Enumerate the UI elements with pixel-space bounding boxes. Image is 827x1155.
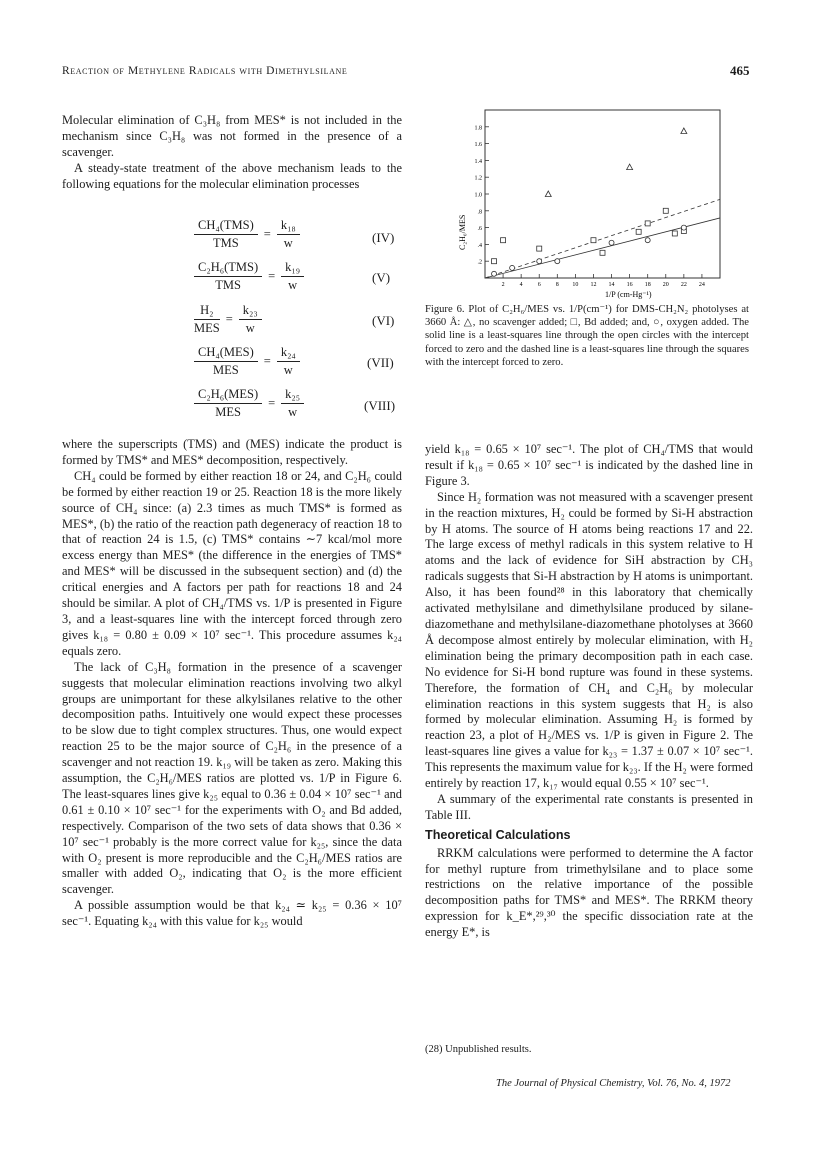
y-tick-label: .4 — [477, 242, 482, 249]
square-point — [663, 208, 668, 213]
square-point — [501, 238, 506, 243]
paragraph: Molecular elimination of C₃H₈ from MES* is not included in the mechanism since C₃H₈ was not formed in the presence of a scavenger. — [62, 113, 402, 159]
circle-point — [555, 259, 560, 264]
x-axis-label: 1/P (cm-Hg⁻¹) — [605, 290, 652, 299]
figure-6-chart — [455, 100, 755, 300]
circle-point — [645, 238, 650, 243]
x-tick-label: 20 — [662, 282, 669, 288]
x-tick-label: 22 — [680, 282, 687, 288]
equation-label: (VIII) — [364, 398, 396, 413]
journal-footer: The Journal of Physical Chemistry, Vol. 76, No. 4, 1972 — [496, 1078, 731, 1089]
right-column — [425, 442, 753, 941]
y-tick-label: 1.8 — [474, 125, 482, 132]
triangle-point — [681, 128, 687, 134]
dashed-fit-line — [485, 199, 720, 278]
paragraph: RRKM calculations were performed to determine the A factor for methyl rupture from trimethylsilane and to place some restrictions on the relative importance of the possible decomposition paths for TMS* and MES*. The RRKM theory expression for k_E*,²⁹,³⁰ the specific dissociation rate at the energy E*, is — [425, 845, 753, 940]
square-point — [645, 221, 650, 226]
paragraph: where the superscripts (TMS) and (MES) indicate the product is formed by TMS* and MES* decomposition, respectively. — [62, 437, 402, 467]
y-axis-label: C₂H₆/MES — [458, 214, 467, 250]
equation-v: $\frac{\text{C₂H₆(TMS)}}{\text{TMS}}$ = $\frac{\text{k₁₉}}{w}$ — [194, 260, 304, 293]
square-point — [600, 250, 605, 255]
equation-label: (VII) — [367, 355, 394, 370]
circle-point — [681, 225, 686, 230]
x-tick-label: 6 — [537, 282, 541, 288]
y-tick-label: 1.6 — [474, 142, 482, 149]
running-head: Reaction of Methylene Radicals with Dimethylsilane — [62, 65, 348, 77]
paragraph: A steady-state treatment of the above mechanism leads to the following equations for the molecular elimination processes — [62, 160, 402, 191]
paragraph: yield k₁₈ = 0.65 × 10⁷ sec⁻¹. The plot of CH₄/TMS that would result if k₁₈ = 0.65 × 10⁷ sec⁻¹ is indicated by the dashed line in Figure 3. — [425, 442, 753, 488]
triangle-point — [627, 164, 633, 170]
x-tick-label: 10 — [572, 282, 579, 288]
y-tick-label: 1.2 — [474, 175, 482, 182]
square-point — [672, 231, 677, 236]
equation-iv: $\frac{\text{CH₄(TMS)}}{\text{TMS}}$ = $\frac{\text{k₁₈}}{w}$ — [194, 218, 300, 251]
x-tick-label: 8 — [555, 282, 559, 288]
x-tick-label: 4 — [519, 282, 523, 288]
left-column-top — [62, 113, 402, 193]
y-tick-label: 1.0 — [474, 192, 482, 199]
x-tick-label: 16 — [626, 282, 633, 288]
figure-caption: Figure 6. Plot of C₂H₆/MES vs. 1/P(cm⁻¹) for DMS-CH₂N₂ photolyses at 3660 Å: △, no scavenger added; □, Bd added; and, ○, oxygen added. The solid line is a least-squares line through the open circles with the intercept forced to zero and the dashed line is a least-squares line through the squares with the intercept forced to zero. — [425, 304, 749, 368]
paragraph: CH₄ could be formed by either reaction 18 or 24, and C₂H₆ could be formed by either reaction 19 or 25. Reaction 18 is the more likely source of CH₄ since: (a) 2.3 times as much TMS* is formed as MES*, (b) the ratio of the reaction path degeneracy of reaction 18 to that of reaction 24 is 1.5, (c) TMS* contains ∼7 kcal/mol more excess energy than MES* (the difference in the energies of TMS* and MES* will be discussed in the subsequent section) and (d) the critical energies and A factors per path for reactions 18 and 24 should be similar. A plot of CH₄/TMS vs. 1/P is presented in Figure 3, and a least-squares line with the intercept forced through zero gives k₁₈ = 0.80 ± 0.09 × 10⁷ sec⁻¹. This procedure assumes k₂₄ equals zero. — [62, 468, 402, 658]
equation-vi: $\frac{\text{H₂}}{\text{MES}}$ = $\frac{\text{k₂₃}}{w}$ — [194, 303, 262, 336]
square-point — [537, 246, 542, 251]
paragraph: A summary of the experimental rate constants is presented in Table III. — [425, 791, 753, 822]
circle-point — [537, 259, 542, 264]
equation-label: (VI) — [372, 313, 395, 328]
equations-block — [62, 210, 402, 435]
circle-point — [510, 265, 515, 270]
equation-viii: $\frac{\text{C₂H₆(MES)}}{\text{MES}}$ = $\frac{\text{k₂₅}}{w}$ — [194, 387, 304, 420]
x-tick-label: 24 — [698, 282, 705, 288]
square-point — [492, 259, 497, 264]
y-tick-label: .8 — [477, 209, 482, 216]
x-tick-label: 12 — [590, 282, 597, 288]
equation-label: (V) — [372, 270, 391, 285]
x-tick-label: 18 — [644, 282, 651, 288]
paragraph: The lack of C₃H₈ formation in the presence of a scavenger suggests that molecular elimination reactions involving two alkyl groups are unimportant for these alkylsilanes relative to the other decomposition paths. Intuitively one would expect these processes to be slow due to tight complex structures. Thus, one would expect reaction 25 to be the major source of C₂H₆ in the presence of a scavenger and not reaction 19. k₁₉ will be taken as zero. Making this assumption, the C₂H₆/MES ratios are plotted vs. 1/P in Figure 6. The least-squares lines give k₂₅ equal to 0.36 ± 0.04 × 10⁷ sec⁻¹ and 0.61 ± 0.10 × 10⁷ sec⁻¹ for the experiments with O₂ and Bd added, respectively. Comparison of the two sets of data shows that 0.36 × 10⁷ sec⁻¹ probably is the more correct value for k₂₅, since the data with O₂ present is more reproducible and the C₂H₆/MES ratios are smaller with added O₂, indicating that O₂ is the more efficient scavenger. — [62, 659, 402, 897]
circle-point — [609, 240, 614, 245]
x-tick-label: 2 — [501, 282, 505, 288]
y-tick-label: .2 — [477, 259, 482, 266]
equation-vii: $\frac{\text{CH₄(MES)}}{\text{MES}}$ = $\frac{\text{k₂₄}}{w}$ — [194, 345, 300, 378]
equation-label: (IV) — [372, 230, 395, 245]
left-column-bottom — [62, 437, 402, 930]
square-point — [591, 238, 596, 243]
circle-point — [492, 271, 497, 276]
section-heading: Theoretical Calculations — [425, 827, 571, 842]
figure-6 — [455, 100, 755, 300]
square-point — [636, 229, 641, 234]
page-number: 465 — [730, 63, 750, 78]
y-tick-label: 1.4 — [474, 158, 482, 165]
x-tick-label: 14 — [608, 282, 615, 288]
y-tick-label: .6 — [477, 226, 482, 233]
triangle-point — [545, 191, 551, 197]
paragraph: Since H₂ formation was not measured with a scavenger present in the reaction mixtures, H₂ could be formed by Si-H abstraction by H atoms. The source of H atoms being reactions 17 and 22. The large excess of methyl radicals in this system relative to H atoms and the lack of evidence for SiH abstraction by CH₃ radicals suggests that Si-H abstraction by H atoms is unimportant. Also, it has been found²⁸ in this laboratory that chemically activated methylsilane and dimethylsilane produced by silane-diazomethane and methylsilane-diazomethane photolyses at 3660 Å decompose almost entirely by molecular elimination, with H₂ elimination being the primary decomposition path in each case. No evidence for Si-H bond rupture was found in these systems. Therefore, the formation of CH₄ and C₂H₆ by molecular elimination reactions in this system suggests that H₂ is also formed by molecular elimination. Assuming H₂ is formed by reaction 23, a plot of H₂/MES vs. 1/P is given in Figure 2. The least-squares line gives a value for k₂₃ = 1.37 ± 0.07 × 10⁷ sec⁻¹. This represents the maximum value for k₂₃. If the H₂ were formed entirely by reaction 17, k₁₇ would equal 0.55 × 10⁷ sec⁻¹. — [425, 489, 753, 791]
paragraph: A possible assumption would be that k₂₄ ≃ k₂₅ = 0.36 × 10⁷ sec⁻¹. Equating k₂₄ with this value for k₂₅ would — [62, 898, 402, 929]
footnote: (28) Unpublished results. — [425, 1044, 532, 1055]
